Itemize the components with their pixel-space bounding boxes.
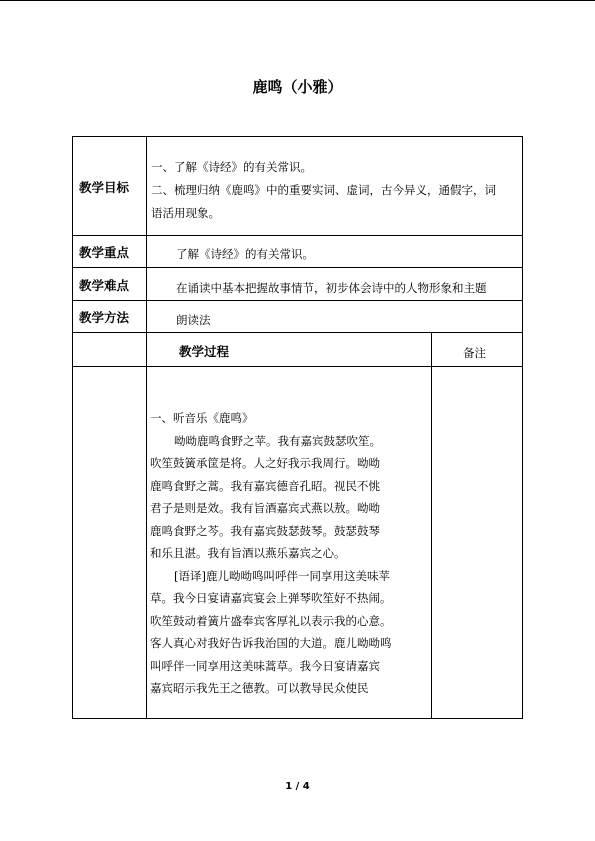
- goal-line-1: 一、了解《诗经》的有关常识。: [151, 160, 312, 174]
- table-divider-goal: [72, 235, 523, 236]
- process-line: 鹿鸣食野之蒿。我有嘉宾德音孔昭。视民不恌: [150, 478, 380, 493]
- table-divider-process-header: [72, 366, 523, 367]
- method-label: 教学方法: [79, 310, 130, 325]
- process-line: 草。我今日宴请嘉宾宴会上弹琴吹笙好不热闹。: [150, 591, 392, 605]
- document-title: 鹿鸣（小雅）: [252, 78, 343, 96]
- method-text: 朗读法: [176, 313, 211, 327]
- process-line: 吹笙鼓动着簧片盛奉宾客厚礼以表示我的心意。: [150, 613, 392, 628]
- process-content: [150, 407, 430, 700]
- goal-line-3: 语活用现象。: [151, 206, 220, 220]
- process-line: 客人真心对我好告诉我治国的大道。鹿儿呦呦鸣: [150, 636, 392, 650]
- process-line: 吹笙鼓簧承筐是将。人之好我示我周行。呦呦: [150, 456, 380, 470]
- process-line: [语译]鹿儿呦呦鸣叫呼伴一同享用这美味苹: [174, 568, 390, 583]
- table-divider-method: [72, 332, 523, 333]
- difficulty-label: 教学难点: [79, 278, 130, 293]
- page-number: 1 / 4: [285, 781, 310, 792]
- key-label: 教学重点: [79, 245, 130, 260]
- table-note-divider: [431, 332, 432, 719]
- table-border-bottom: [72, 718, 523, 719]
- table-border-top: [72, 136, 523, 137]
- goal-line-2: 二、梳理归纳《鹿鸣》中的重要实词、虚词，古今异义，通假字，词: [151, 183, 496, 197]
- process-line: 嘉宾昭示我先王之德教。可以教导民众使民: [150, 681, 369, 695]
- process-line: 鹿鸣食野之芩。我有嘉宾鼓瑟鼓琴。鼓瑟鼓琴: [150, 523, 380, 538]
- table-column-divider: [146, 136, 147, 719]
- process-line: 君子是则是效。我有旨酒嘉宾式燕以敖。呦呦: [150, 501, 380, 515]
- process-header: 教学过程: [179, 344, 230, 359]
- key-text: 了解《诗经》的有关常识。: [176, 247, 314, 261]
- page-top-border: [0, 0, 595, 1]
- goal-label: 教学目标: [79, 180, 130, 195]
- table-border-left: [72, 136, 73, 719]
- table-border-right: [522, 136, 523, 719]
- process-line: 叫呼伴一同享用这美味蒿草。我今日宴请嘉宾: [150, 658, 380, 673]
- table-divider-difficulty: [72, 300, 523, 301]
- process-line: 呦呦鹿鸣食野之苹。我有嘉宾鼓瑟吹笙。: [174, 433, 381, 448]
- difficulty-text: 在诵读中基本把握故事情节，初步体会诗中的人物形象和主题: [176, 281, 487, 295]
- table-divider-key: [72, 267, 523, 268]
- process-line: 和乐且湛。我有旨酒以燕乐嘉宾之心。: [150, 546, 346, 560]
- process-line: 一、听音乐《鹿鸣》: [150, 411, 254, 425]
- note-header: 备注: [463, 346, 486, 360]
